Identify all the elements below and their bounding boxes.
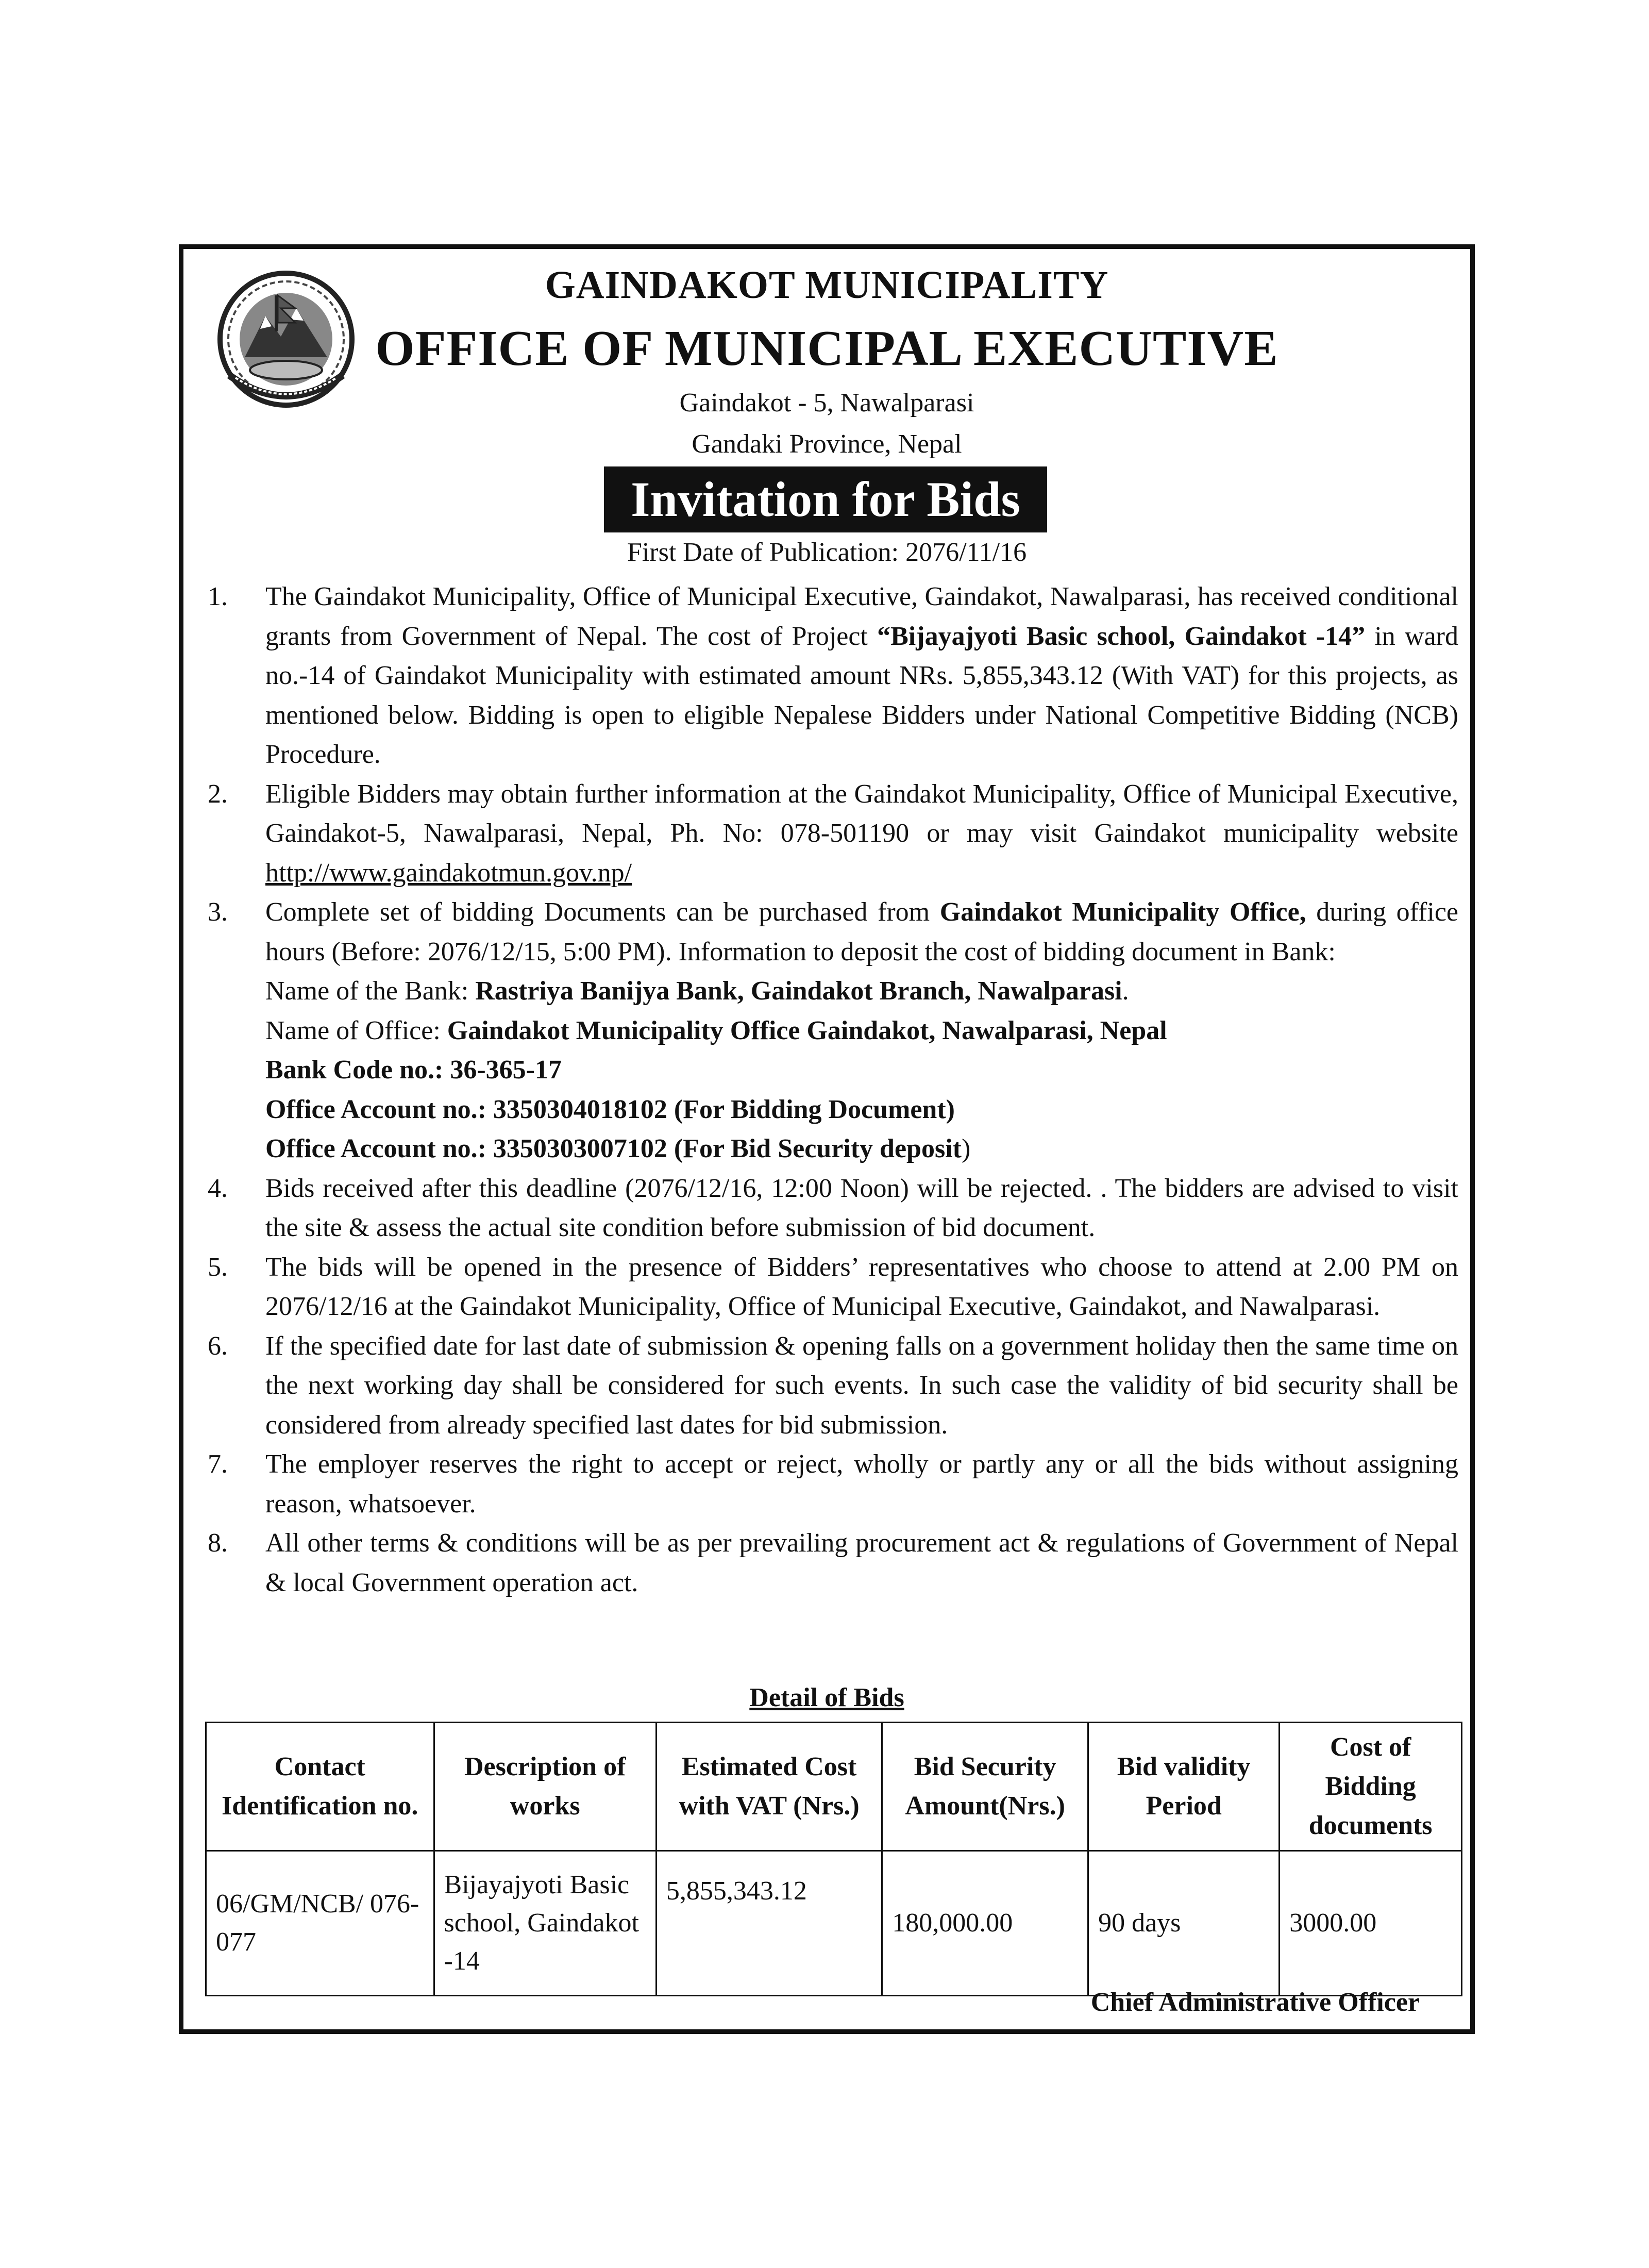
column-header: Cost of Bidding documents xyxy=(1280,1723,1462,1851)
bids-table xyxy=(205,1722,1462,1996)
item-number: 5. xyxy=(208,1252,228,1282)
signature-title: Chief Administrative Officer xyxy=(1090,1988,1420,2017)
address-line-1: Gaindakot - 5, Nawalparasi xyxy=(679,388,974,418)
list-item xyxy=(206,893,1458,1169)
item-text-part: during office hours (Before: 2076/12/15, 5:00 PM). Information to deposit the cost of bidding document in Bank: xyxy=(265,897,1458,966)
item-text: If the specified date for last date of submission & opening falls on a government holiday then the same time on the next working day shall be considered for such events. In such case the validity of bid security shall be considered from already specified last dates for bid submission. xyxy=(265,1331,1458,1440)
website-link[interactable]: http://www.gaindakotmun.gov.np/ xyxy=(265,858,632,888)
item-number: 7. xyxy=(208,1449,228,1479)
item-text xyxy=(265,775,1458,893)
item-text: All other terms & conditions will be as per prevailing procurement act & regulations of Government of Nepal & local Government operation act. xyxy=(265,1528,1458,1597)
table-header-row xyxy=(206,1723,1462,1851)
list-item xyxy=(206,1445,1458,1524)
item-number: 1. xyxy=(208,582,228,611)
bank-code: Bank Code no.: 36-365-17 xyxy=(265,1055,562,1085)
list-item xyxy=(206,1248,1458,1327)
column-header: Estimated Cost with VAT (Nrs.) xyxy=(656,1723,882,1851)
item-text: Bids received after this deadline (2076/12/16, 12:00 Noon) will be rejected. . The bidders are advised to visit the site & assess the actual site condition before submission of bid document. xyxy=(265,1173,1458,1242)
table-cell: Bijayajyoti Basic school, Gaindakot -14 xyxy=(434,1851,656,1996)
item-text: The bids will be opened in the presence of Bidders’ representatives who choose to attend at 2.00 PM on 2076/12/16 at the Gaindakot Municipality, Office of Municipal Executive, Gaindakot, and Nawalparasi. xyxy=(265,1252,1458,1321)
table-cell: 3000.00 xyxy=(1280,1851,1462,1996)
list-item xyxy=(206,577,1458,775)
column-header: Contact Identification no. xyxy=(206,1723,434,1851)
item-number: 3. xyxy=(208,897,228,927)
column-header: Description of works xyxy=(434,1723,656,1851)
account-end: ) xyxy=(961,1134,971,1163)
office-name: Gaindakot Municipality Office, xyxy=(939,897,1306,927)
item-number: 2. xyxy=(208,779,228,809)
item-text-part: The Gaindakot Municipality, Office of Municipal Executive, Gaindakot, Nawalparasi, has received conditional grants from Government of Nepal. The cost of Project xyxy=(265,582,1458,651)
table-cell: 5,855,343.12 xyxy=(656,1851,882,1996)
account-bid-security-line xyxy=(265,1129,1458,1169)
detail-of-bids-heading: Detail of Bids xyxy=(749,1683,904,1712)
publication-date: First Date of Publication: 2076/11/16 xyxy=(627,538,1027,567)
column-header: Bid validity Period xyxy=(1088,1723,1280,1851)
office-name-line xyxy=(265,1011,1458,1051)
bank-name-line xyxy=(265,972,1458,1011)
project-name: “Bijayajyoti Basic school, Gaindakot -14” xyxy=(877,621,1366,651)
notice-body xyxy=(206,577,1458,1603)
bank-label: Name of the Bank: xyxy=(265,976,476,1006)
column-header: Bid Security Amount(Nrs.) xyxy=(882,1723,1088,1851)
office-label: Name of Office: xyxy=(265,1015,447,1045)
item-number: 6. xyxy=(208,1331,228,1361)
item-text-part: in ward no.-14 of Gaindakot Municipality with estimated amount NRs. 5,855,343.12 (With VAT) for this projects, as mentioned below. Bidding is open to eligible Nepalese Bidders under National Competitive Bidding (NCB) Procedure. xyxy=(265,621,1458,769)
item-text xyxy=(265,577,1458,775)
table-cell: 06/GM/NCB/ 076-077 xyxy=(206,1851,434,1996)
bank-value: Rastriya Banijya Bank, Gaindakot Branch, Nawalparasi xyxy=(475,976,1122,1006)
list-item xyxy=(206,1524,1458,1603)
list-item xyxy=(206,775,1458,893)
table-cell: 180,000.00 xyxy=(882,1851,1088,1996)
office-value: Gaindakot Municipality Office Gaindakot, Nawalparasi, Nepal xyxy=(447,1015,1167,1045)
account-bid-security: Office Account no.: 3350303007102 (For Bid Security deposit xyxy=(265,1134,962,1163)
item-text xyxy=(265,893,1458,1169)
office-title: OFFICE OF MUNICIPAL EXECUTIVE xyxy=(375,321,1278,376)
item-text: The employer reserves the right to accept or reject, wholly or partly any or all the bids without assigning reason, whatsoever. xyxy=(265,1449,1458,1519)
list-item xyxy=(206,1169,1458,1248)
account-bidding-document: Office Account no.: 3350304018102 (For Bidding Document) xyxy=(265,1094,955,1124)
municipality-title: GAINDAKOT MUNICIPALITY xyxy=(545,263,1109,307)
table-row xyxy=(206,1851,1462,1996)
item-number: 8. xyxy=(208,1528,228,1558)
item-text-part: Complete set of bidding Documents can be purchased from xyxy=(265,897,940,927)
address-line-2: Gandaki Province, Nepal xyxy=(692,429,962,459)
invitation-banner: Invitation for Bids xyxy=(604,466,1047,532)
bank-end: . xyxy=(1122,976,1129,1006)
item-text-part: Eligible Bidders may obtain further information at the Gaindakot Municipality, Office of Municipal Executive, Gaindakot-5, Nawalparasi, Nepal, Ph. No: 078-501190 or may visit Gaindakot municipality website xyxy=(265,779,1458,848)
table-cell: 90 days xyxy=(1088,1851,1280,1996)
list-item xyxy=(206,1327,1458,1445)
item-number: 4. xyxy=(208,1173,228,1203)
